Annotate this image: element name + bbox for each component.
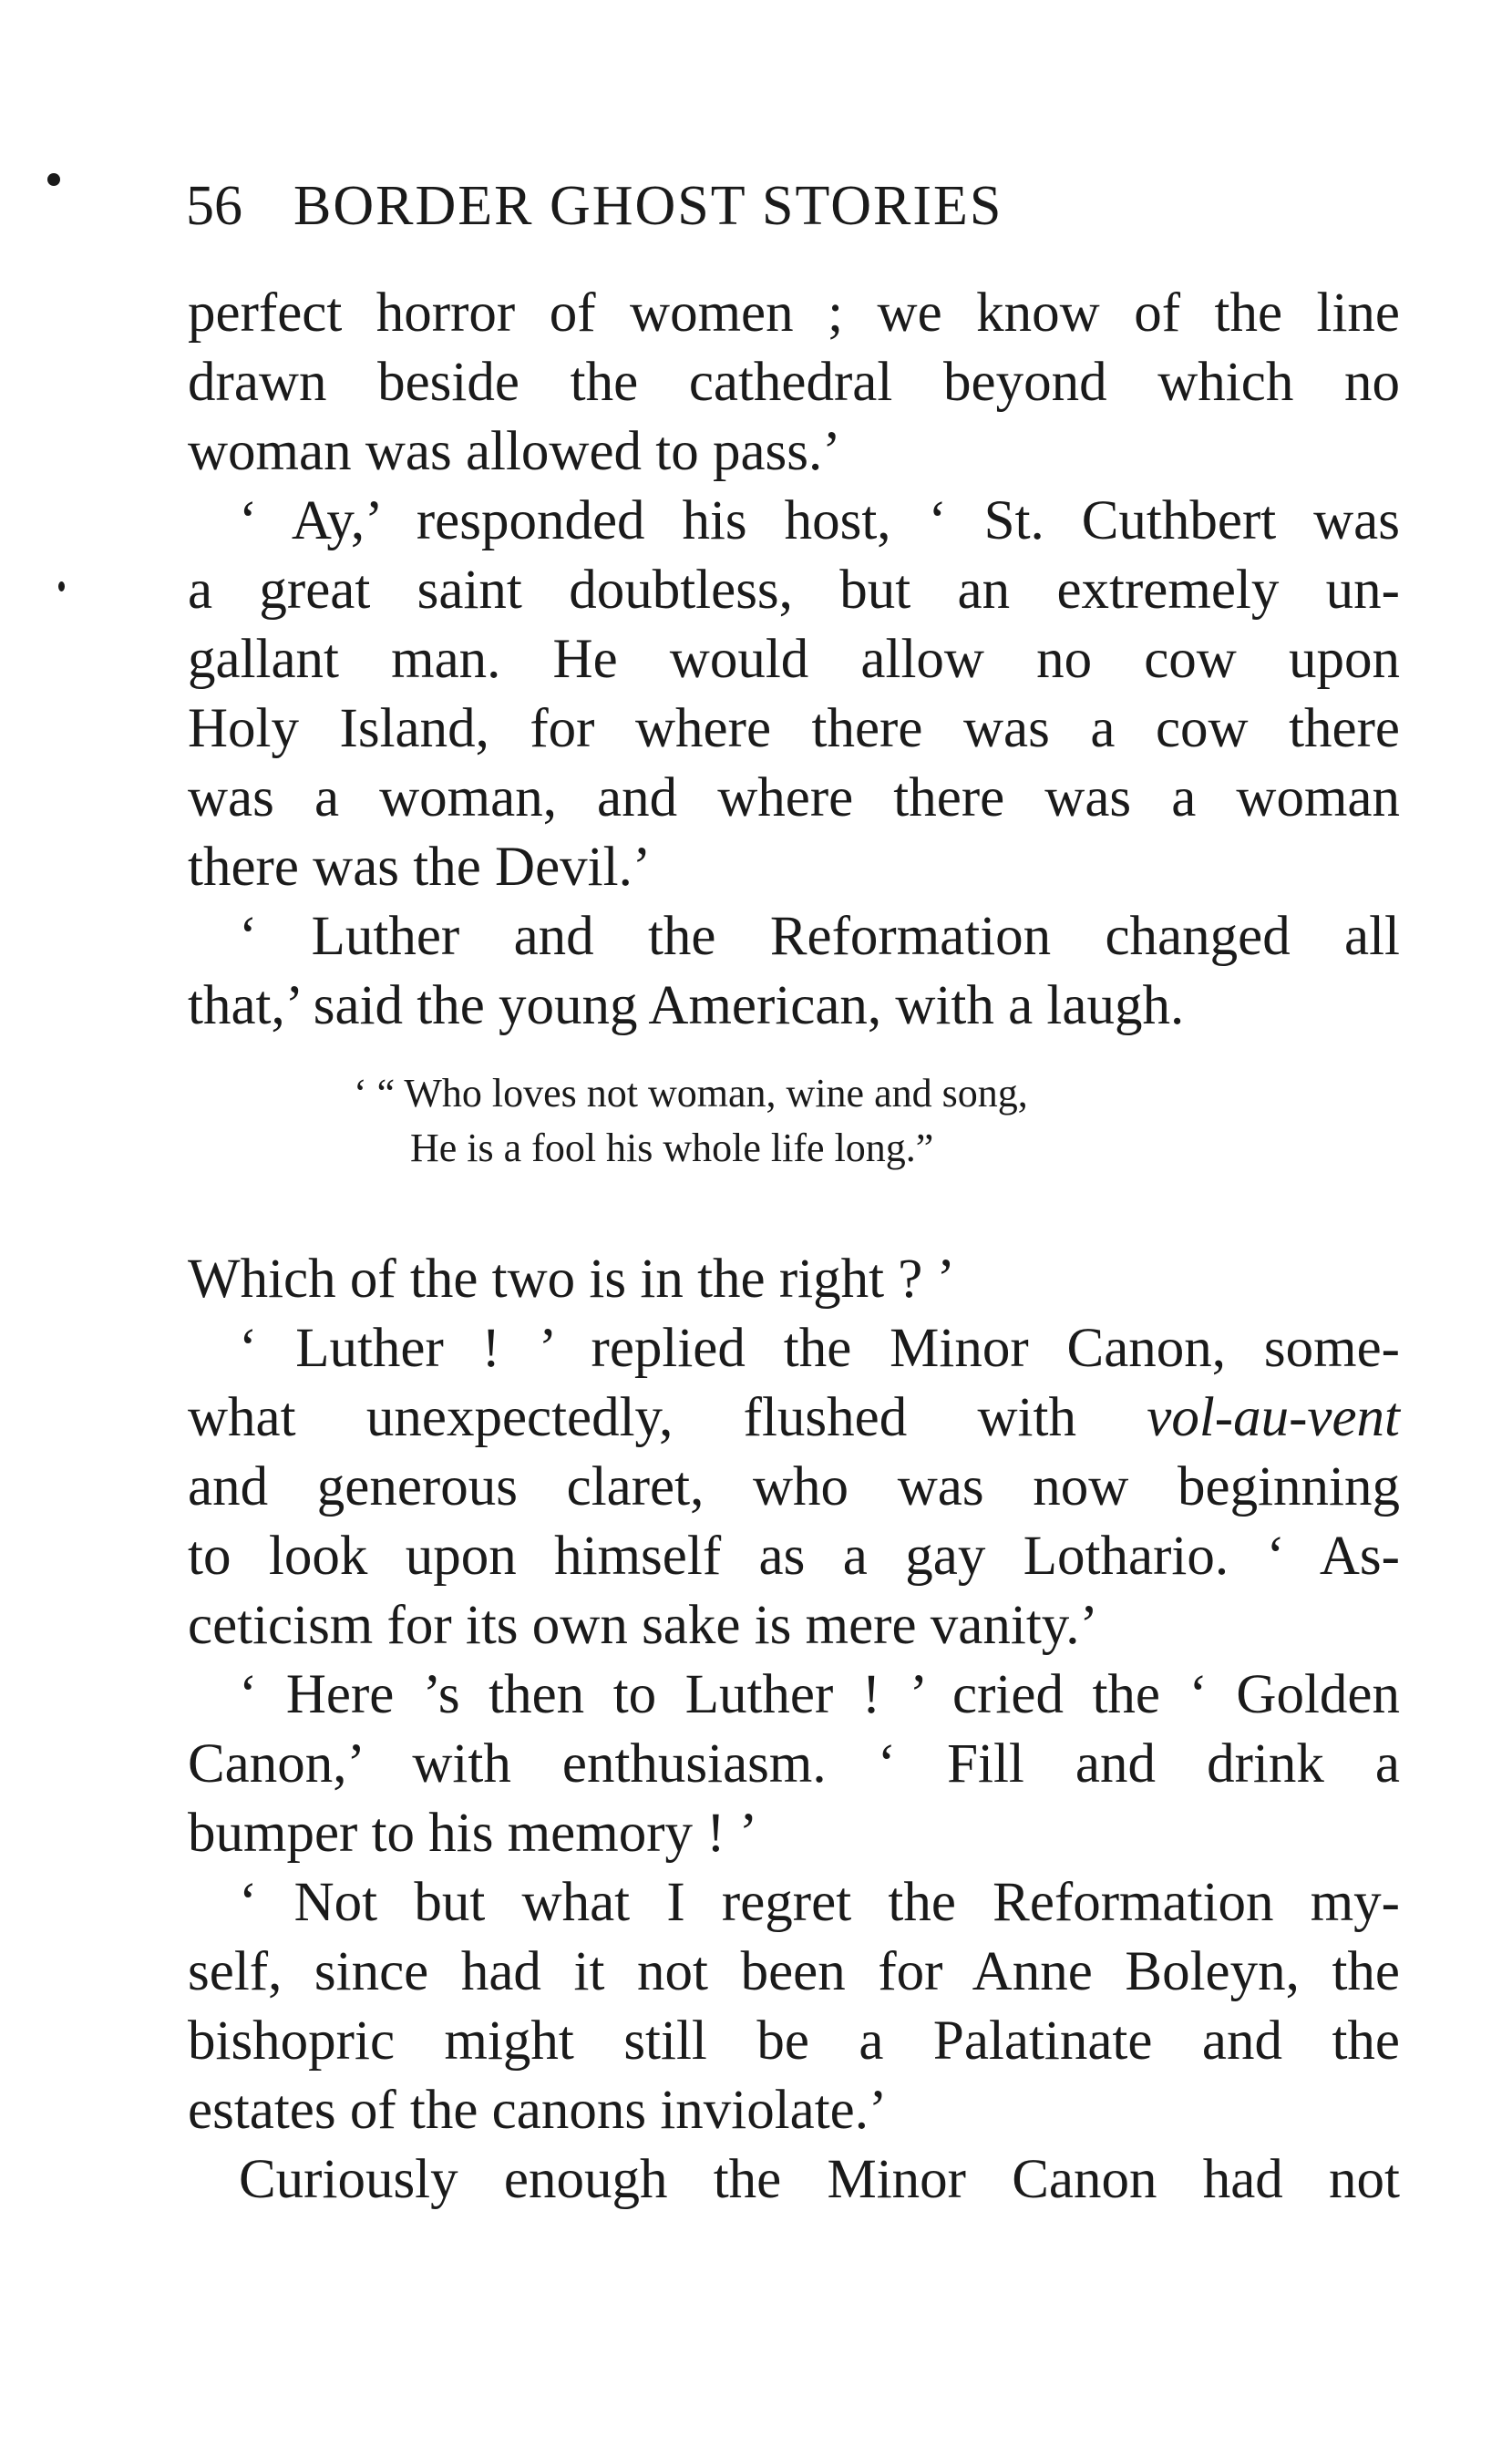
verse-line: ‘ “ Who loves not woman, wine and song,: [354, 1071, 1028, 1116]
text-line: and generous claret, who was now beginning: [188, 1456, 1400, 1517]
running-title: BORDER GHOST STORIES: [293, 175, 1003, 237]
text-line: Canon,’ with enthusiasm. ‘ Fill and drink a: [188, 1733, 1400, 1794]
text-line: Holy Island, for where there was a cow there: [188, 698, 1400, 759]
text-line: ‘ Luther and the Reformation changed all: [239, 906, 1400, 967]
text-segment: what unexpectedly, flushed with: [188, 1387, 1076, 1448]
verse-line: He is a fool his whole life long.”: [410, 1126, 934, 1170]
text-line: ‘ Not but what I regret the Reformation my-: [239, 1872, 1400, 1933]
text-line: gallant man. He would allow no cow upon: [188, 629, 1400, 690]
text-line: ‘ Ay,’ responded his host, ‘ St. Cuthbert was: [239, 490, 1400, 551]
text-line: bumper to his memory ! ’: [188, 1803, 758, 1864]
ink-speck: [58, 581, 65, 591]
running-header: [186, 170, 1407, 242]
text-line: was a woman, and where there was a woman: [188, 767, 1400, 828]
text-line: a great saint doubtless, but an extremely un-: [188, 560, 1400, 621]
page-number: 56: [186, 175, 242, 237]
text-line: ‘ Here ’s then to Luther ! ’ cried the ‘ Golden: [239, 1664, 1400, 1725]
text-line: self, since had it not been for Anne Boleyn, the: [188, 1941, 1400, 2002]
text-line: woman was allowed to pass.’: [188, 421, 841, 482]
text-line: that,’ said the young American, with a laugh.: [188, 975, 1185, 1036]
text-line: Which of the two is in the right ? ’: [188, 1249, 955, 1310]
text-line: to look upon himself as a gay Lothario. ‘ As-: [188, 1526, 1400, 1587]
text-line: Curiously enough the Minor Canon had not: [239, 2149, 1400, 2210]
text-line: ‘ Luther ! ’ replied the Minor Canon, some-: [239, 1318, 1400, 1379]
text-line: drawn beside the cathedral beyond which no: [188, 352, 1400, 413]
text-line: perfect horror of women ; we know of the line: [188, 283, 1400, 344]
text-line: ceticism for its own sake is mere vanity.’: [188, 1595, 1098, 1656]
text-line: there was the Devil.’: [188, 837, 652, 898]
text-line: bishopric might still be a Palatinate and the: [188, 2010, 1400, 2072]
ink-speck: [47, 173, 60, 186]
italic-phrase: vol-au-vent: [1147, 1387, 1400, 1448]
text-line: estates of the canons inviolate.’: [188, 2080, 888, 2141]
text-line-with-italic: [188, 1383, 1400, 1453]
